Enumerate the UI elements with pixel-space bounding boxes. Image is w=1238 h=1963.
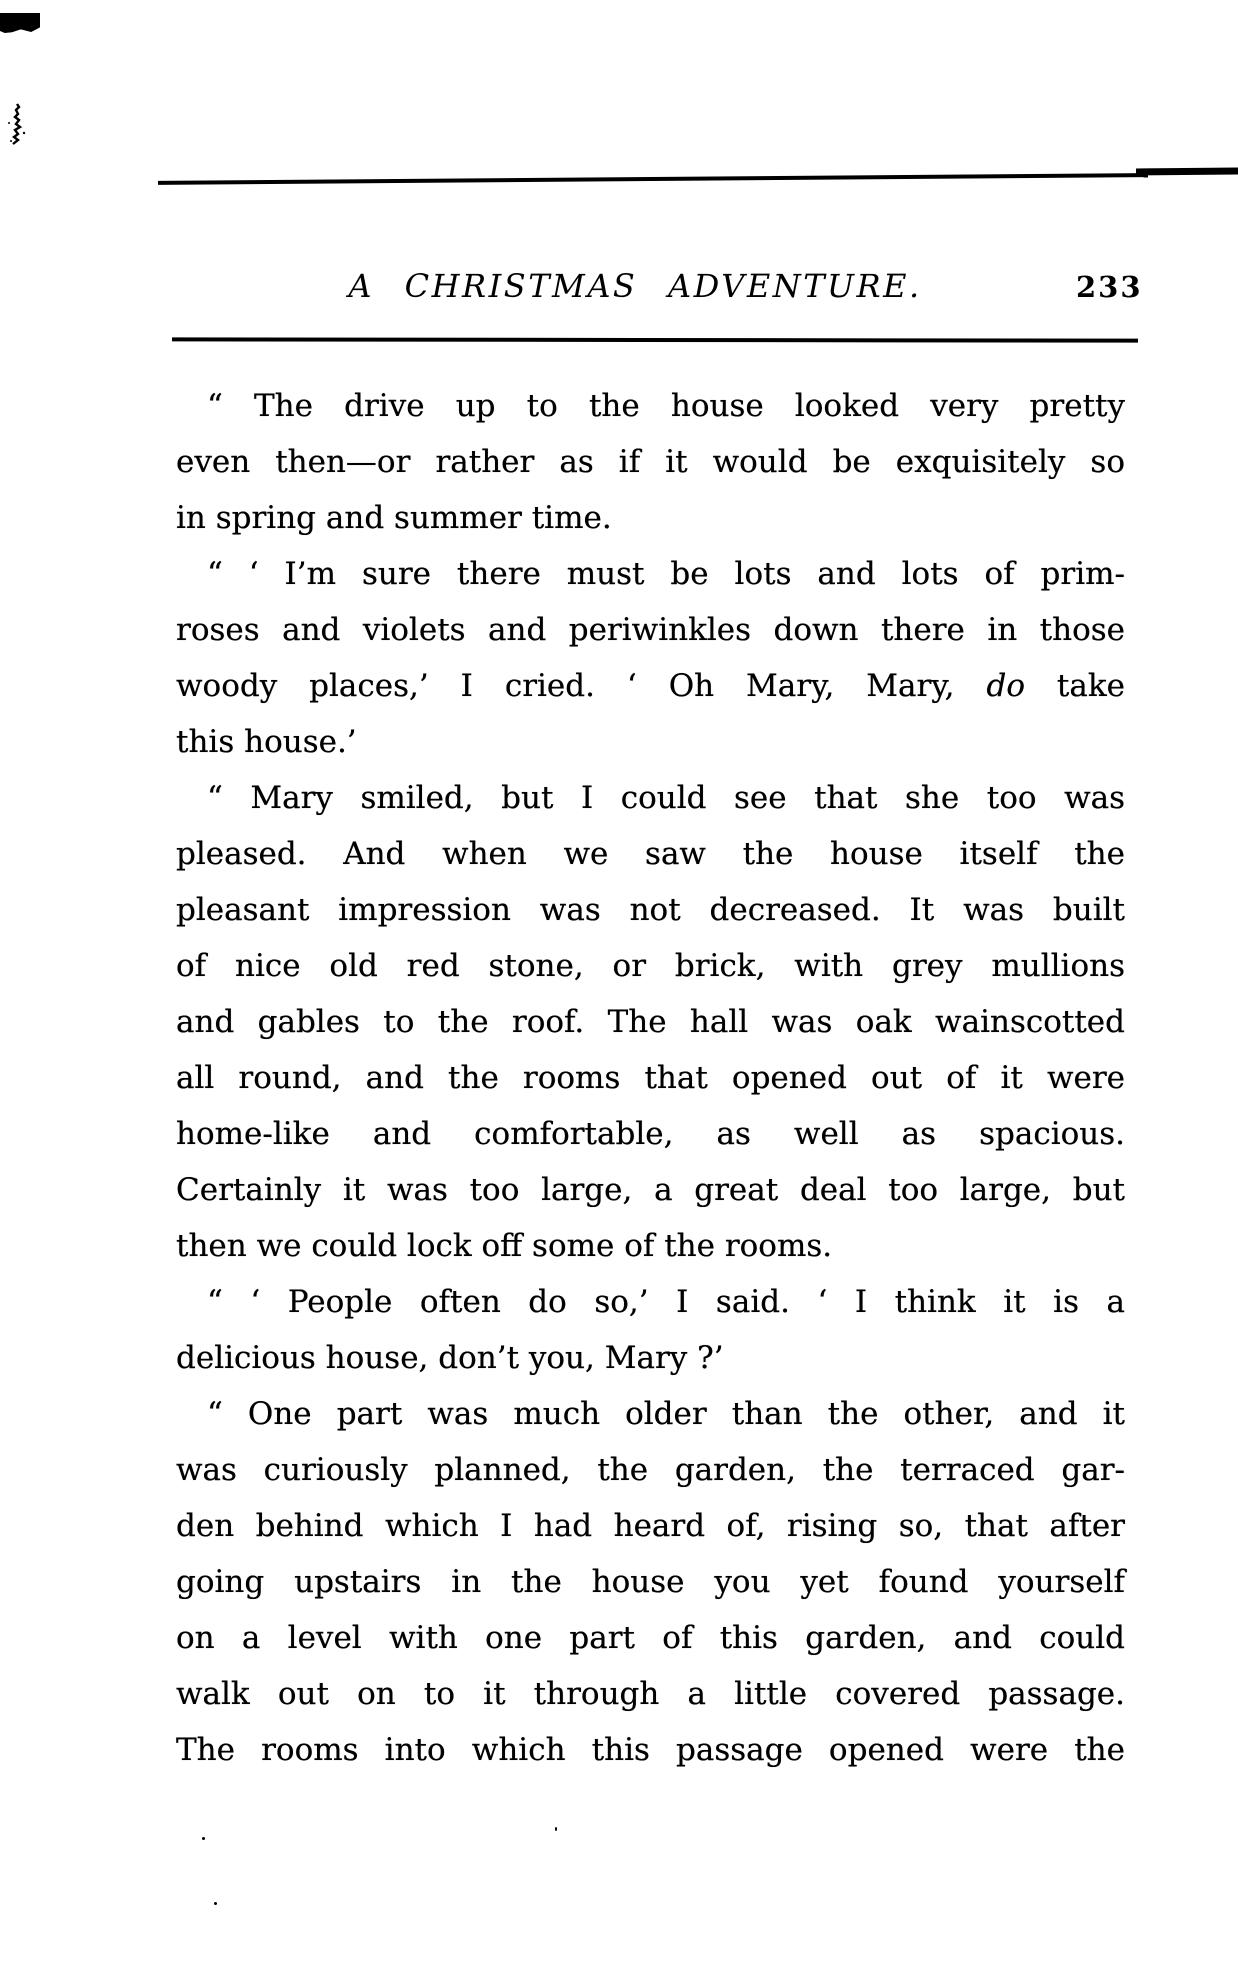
text-segment: in spring and summer time.: [176, 500, 612, 536]
italic-word: do: [986, 668, 1025, 704]
text-segment: going upstairs in the house you yet found yourself: [176, 1564, 1125, 1600]
text-line: [176, 1106, 1125, 1162]
text-segment: then we could lock off some of the rooms.: [176, 1228, 833, 1264]
text-line: [176, 602, 1125, 658]
text-line: [176, 714, 1125, 770]
text-segment: even then—or rather as if it would be exquisitely so: [176, 444, 1125, 480]
text-segment: “ The drive up to the house looked very pretty: [207, 388, 1125, 424]
text-segment: all round, and the rooms that opened out of it were: [176, 1060, 1125, 1096]
text-segment: this house.’: [176, 724, 357, 760]
text-segment: walk out on to it through a little covered passage.: [176, 1676, 1125, 1712]
scan-speck: [214, 1902, 217, 1905]
header-top-rule-end-dash: [1136, 168, 1238, 176]
text-segment: Certainly it was too large, a great deal too large, but: [176, 1172, 1125, 1208]
text-segment: was curiously planned, the garden, the terraced gar-: [176, 1452, 1125, 1488]
text-line: [176, 378, 1125, 434]
scan-corner-ink-blot: [0, 13, 40, 33]
text-segment: The rooms into which this passage opened were the: [176, 1732, 1125, 1768]
text-line: [176, 490, 1125, 546]
text-line: [176, 658, 1125, 714]
text-segment: pleased. And when we saw the house itself the: [176, 836, 1125, 872]
text-line: [176, 770, 1125, 826]
header-top-rule: [158, 173, 1148, 185]
text-line: [176, 1442, 1125, 1498]
text-segment: “ ‘ I’m sure there must be lots and lots of prim-: [207, 556, 1125, 592]
text-line: [176, 1554, 1125, 1610]
header-bottom-rule: [172, 337, 1138, 342]
text-line: [176, 434, 1125, 490]
text-line: [176, 1386, 1125, 1442]
text-line: [176, 938, 1125, 994]
text-line: [176, 1218, 1125, 1274]
margin-ink-squiggle-mark: [6, 103, 28, 145]
text-line: [176, 1722, 1125, 1778]
text-line: [176, 994, 1125, 1050]
text-segment: and gables to the roof. The hall was oak wainscotted: [176, 1004, 1125, 1040]
text-segment: den behind which I had heard of, rising so, that after: [176, 1508, 1125, 1544]
text-segment: on a level with one part of this garden, and could: [176, 1620, 1125, 1656]
running-head-title: A CHRISTMAS ADVENTURE.: [348, 267, 922, 305]
text-segment: “ ‘ People often do so,’ I said. ‘ I think it is a: [207, 1284, 1125, 1320]
text-line: [176, 1498, 1125, 1554]
text-segment: pleasant impression was not decreased. It was built: [176, 892, 1125, 928]
text-segment: take: [1024, 668, 1125, 704]
text-line: [176, 1050, 1125, 1106]
scan-speck: [202, 1837, 205, 1840]
body-text: [176, 378, 1125, 1778]
text-line: [176, 1666, 1125, 1722]
text-line: [176, 1162, 1125, 1218]
text-line: [176, 1330, 1125, 1386]
text-line: [176, 826, 1125, 882]
text-segment: of nice old red stone, or brick, with grey mullions: [176, 948, 1125, 984]
page-number: 233: [1076, 270, 1143, 304]
text-line: [176, 1274, 1125, 1330]
text-segment: “ One part was much older than the other, and it: [207, 1396, 1125, 1432]
text-segment: delicious house, don’t you, Mary ?’: [176, 1340, 724, 1376]
text-segment: “ Mary smiled, but I could see that she too was: [207, 780, 1125, 816]
text-segment: roses and violets and periwinkles down there in those: [176, 612, 1125, 648]
text-segment: woody places,’ I cried. ‘ Oh Mary, Mary,: [176, 668, 987, 704]
text-segment: home-like and comfortable, as well as spacious.: [176, 1116, 1125, 1152]
text-line: [176, 546, 1125, 602]
scan-speck: [555, 1827, 557, 1831]
text-line: [176, 882, 1125, 938]
text-line: [176, 1610, 1125, 1666]
